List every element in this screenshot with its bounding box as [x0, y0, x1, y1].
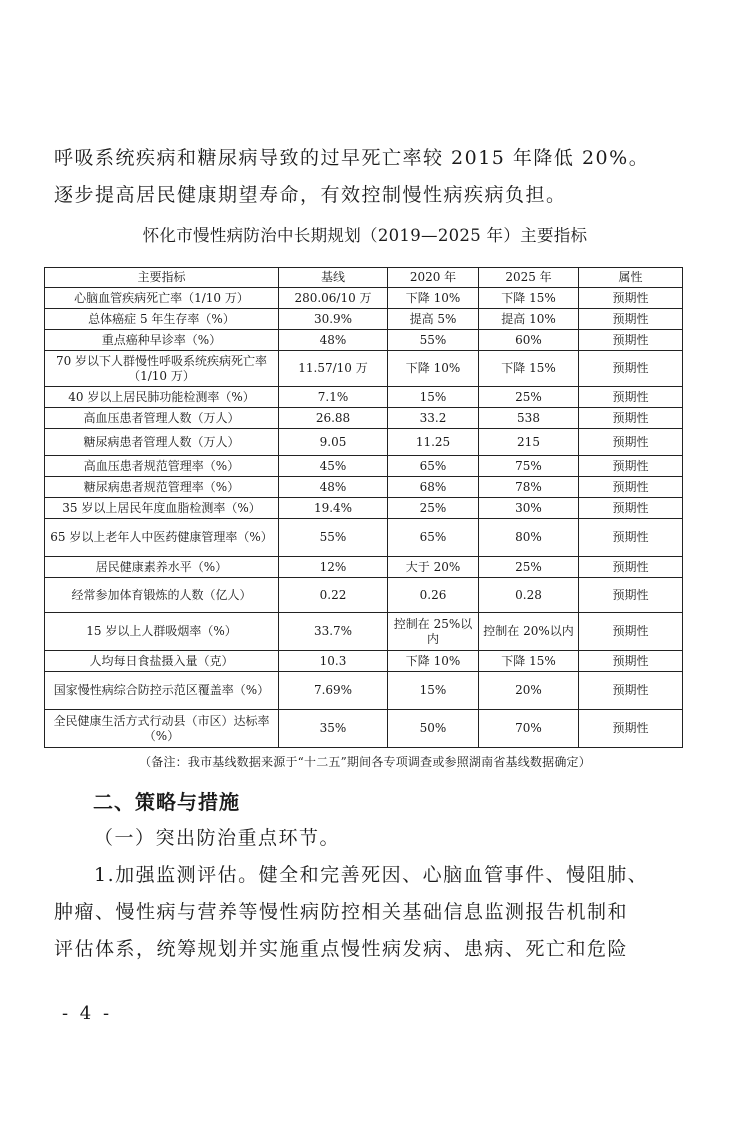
column-header: 主要指标 [45, 268, 279, 288]
table-row [45, 578, 683, 613]
table-cell: 65% [388, 519, 479, 557]
table-cell: 78% [479, 477, 579, 498]
table-row [45, 557, 683, 578]
table-cell: 高血压患者规范管理率（%） [45, 456, 279, 477]
table-cell: 35% [279, 710, 388, 748]
column-header: 2025 年 [479, 268, 579, 288]
table-cell: 11.25 [388, 429, 479, 456]
table-row [45, 309, 683, 330]
table-cell: 全民健康生活方式行动县（市区）达标率（%） [45, 710, 279, 748]
table-cell: 预期性 [579, 578, 683, 613]
table-cell: 48% [279, 477, 388, 498]
table-cell: 538 [479, 408, 579, 429]
table-cell: 预期性 [579, 456, 683, 477]
table-cell: 预期性 [579, 330, 683, 351]
table-row [45, 351, 683, 387]
table-row [45, 456, 683, 477]
table-cell: 70% [479, 710, 579, 748]
table-cell: 国家慢性病综合防控示范区覆盖率（%） [45, 672, 279, 710]
table-row [45, 498, 683, 519]
table-cell: 提高 10% [479, 309, 579, 330]
table-cell: 15% [388, 672, 479, 710]
table-cell: 0.22 [279, 578, 388, 613]
table-cell: 糖尿病患者规范管理率（%） [45, 477, 279, 498]
table-cell: 7.69% [279, 672, 388, 710]
table-cell: 9.05 [279, 429, 388, 456]
table-title: 怀化市慢性病防治中长期规划（2019—2025 年）主要指标 [142, 226, 588, 245]
table-cell: 26.88 [279, 408, 388, 429]
table-cell: 33.7% [279, 613, 388, 651]
table-cell: 预期性 [579, 710, 683, 748]
table-cell: 提高 5% [388, 309, 479, 330]
table-cell: 人均每日食盐摄入量（克） [45, 651, 279, 672]
table-cell: 55% [279, 519, 388, 557]
table-cell: 下降 15% [479, 651, 579, 672]
table-cell: 心脑血管疾病死亡率（1/10 万） [45, 288, 279, 309]
table-cell: 预期性 [579, 672, 683, 710]
table-cell: 15% [388, 387, 479, 408]
table-cell: 预期性 [579, 351, 683, 387]
table-cell: 65% [388, 456, 479, 477]
table-cell: 11.57/10 万 [279, 351, 388, 387]
table-cell: 12% [279, 557, 388, 578]
paragraph-line: 肿瘤、慢性病与营养等慢性病防控相关基础信息监测报告机制和 [54, 901, 629, 923]
table-cell: 大于 20% [388, 557, 479, 578]
table-row [45, 613, 683, 651]
table-cell: 下降 10% [388, 651, 479, 672]
table-cell: 25% [479, 557, 579, 578]
table-cell: 控制在 20%以内 [479, 613, 579, 651]
table-cell: 居民健康素养水平（%） [45, 557, 279, 578]
table-cell: 下降 10% [388, 288, 479, 309]
subsection-heading: （一）突出防治重点环节。 [94, 827, 341, 849]
table-cell: 重点癌种早诊率（%） [45, 330, 279, 351]
table-cell: 0.28 [479, 578, 579, 613]
table-cell: 65 岁以上老年人中医药健康管理率（%） [45, 519, 279, 557]
table-cell: 预期性 [579, 429, 683, 456]
table-cell: 20% [479, 672, 579, 710]
table-cell: 总体癌症 5 年生存率（%） [45, 309, 279, 330]
table-cell: 预期性 [579, 288, 683, 309]
paragraph-line: 评估体系，统筹规划并实施重点慢性病发病、患病、死亡和危险 [54, 938, 629, 960]
table-cell: 预期性 [579, 387, 683, 408]
table-cell: 7.1% [279, 387, 388, 408]
table-row [45, 408, 683, 429]
table-cell: 下降 15% [479, 351, 579, 387]
column-header: 2020 年 [388, 268, 479, 288]
table-row [45, 387, 683, 408]
table-cell: 预期性 [579, 613, 683, 651]
table-header-row [45, 268, 683, 288]
table-row [45, 429, 683, 456]
table-cell: 280.06/10 万 [279, 288, 388, 309]
table-row [45, 519, 683, 557]
table-cell: 48% [279, 330, 388, 351]
column-header: 属性 [579, 268, 683, 288]
table-cell: 预期性 [579, 651, 683, 672]
table-cell: 33.2 [388, 408, 479, 429]
paragraph-line: 1.加强监测评估。健全和完善死因、心脑血管事件、慢阻肺、 [94, 864, 649, 886]
table-cell: 30.9% [279, 309, 388, 330]
table-cell: 55% [388, 330, 479, 351]
table-cell: 45% [279, 456, 388, 477]
table-cell: 预期性 [579, 498, 683, 519]
column-header: 基线 [279, 268, 388, 288]
paragraph-line: 呼吸系统疾病和糖尿病导致的过早死亡率较 2015 年降低 20%。 [54, 147, 650, 169]
section-heading: 二、策略与措施 [93, 790, 240, 814]
table-cell: 0.26 [388, 578, 479, 613]
table-cell: 70 岁以下人群慢性呼吸系统疾病死亡率（1/10 万） [45, 351, 279, 387]
table-cell: 19.4% [279, 498, 388, 519]
table-cell: 30% [479, 498, 579, 519]
table-cell: 下降 15% [479, 288, 579, 309]
page-number: - 4 - [62, 1003, 113, 1024]
table-cell: 控制在 25%以内 [388, 613, 479, 651]
table-cell: 预期性 [579, 309, 683, 330]
table-row [45, 477, 683, 498]
table-cell: 80% [479, 519, 579, 557]
table-row [45, 330, 683, 351]
table-cell: 75% [479, 456, 579, 477]
table-cell: 10.3 [279, 651, 388, 672]
table-cell: 40 岁以上居民肺功能检测率（%） [45, 387, 279, 408]
table-cell: 25% [388, 498, 479, 519]
table-cell: 预期性 [579, 519, 683, 557]
indicator-table [44, 267, 683, 748]
table-cell: 预期性 [579, 557, 683, 578]
table-row [45, 288, 683, 309]
table-row [45, 672, 683, 710]
table-cell: 68% [388, 477, 479, 498]
table-cell: 25% [479, 387, 579, 408]
table-cell: 50% [388, 710, 479, 748]
table-cell: 15 岁以上人群吸烟率（%） [45, 613, 279, 651]
table-cell: 35 岁以上居民年度血脂检测率（%） [45, 498, 279, 519]
table-cell: 60% [479, 330, 579, 351]
table-cell: 预期性 [579, 477, 683, 498]
table-row [45, 710, 683, 748]
table-note: （备注：我市基线数据来源于“十二五”期间各专项调查或参照湖南省基线数据确定） [139, 755, 591, 769]
table-cell: 经常参加体育锻炼的人数（亿人） [45, 578, 279, 613]
table-cell: 215 [479, 429, 579, 456]
table-cell: 下降 10% [388, 351, 479, 387]
table-cell: 糖尿病患者管理人数（万人） [45, 429, 279, 456]
table-row [45, 651, 683, 672]
table-cell: 高血压患者管理人数（万人） [45, 408, 279, 429]
table-cell: 预期性 [579, 408, 683, 429]
paragraph-line: 逐步提高居民健康期望寿命，有效控制慢性病疾病负担。 [54, 184, 567, 206]
